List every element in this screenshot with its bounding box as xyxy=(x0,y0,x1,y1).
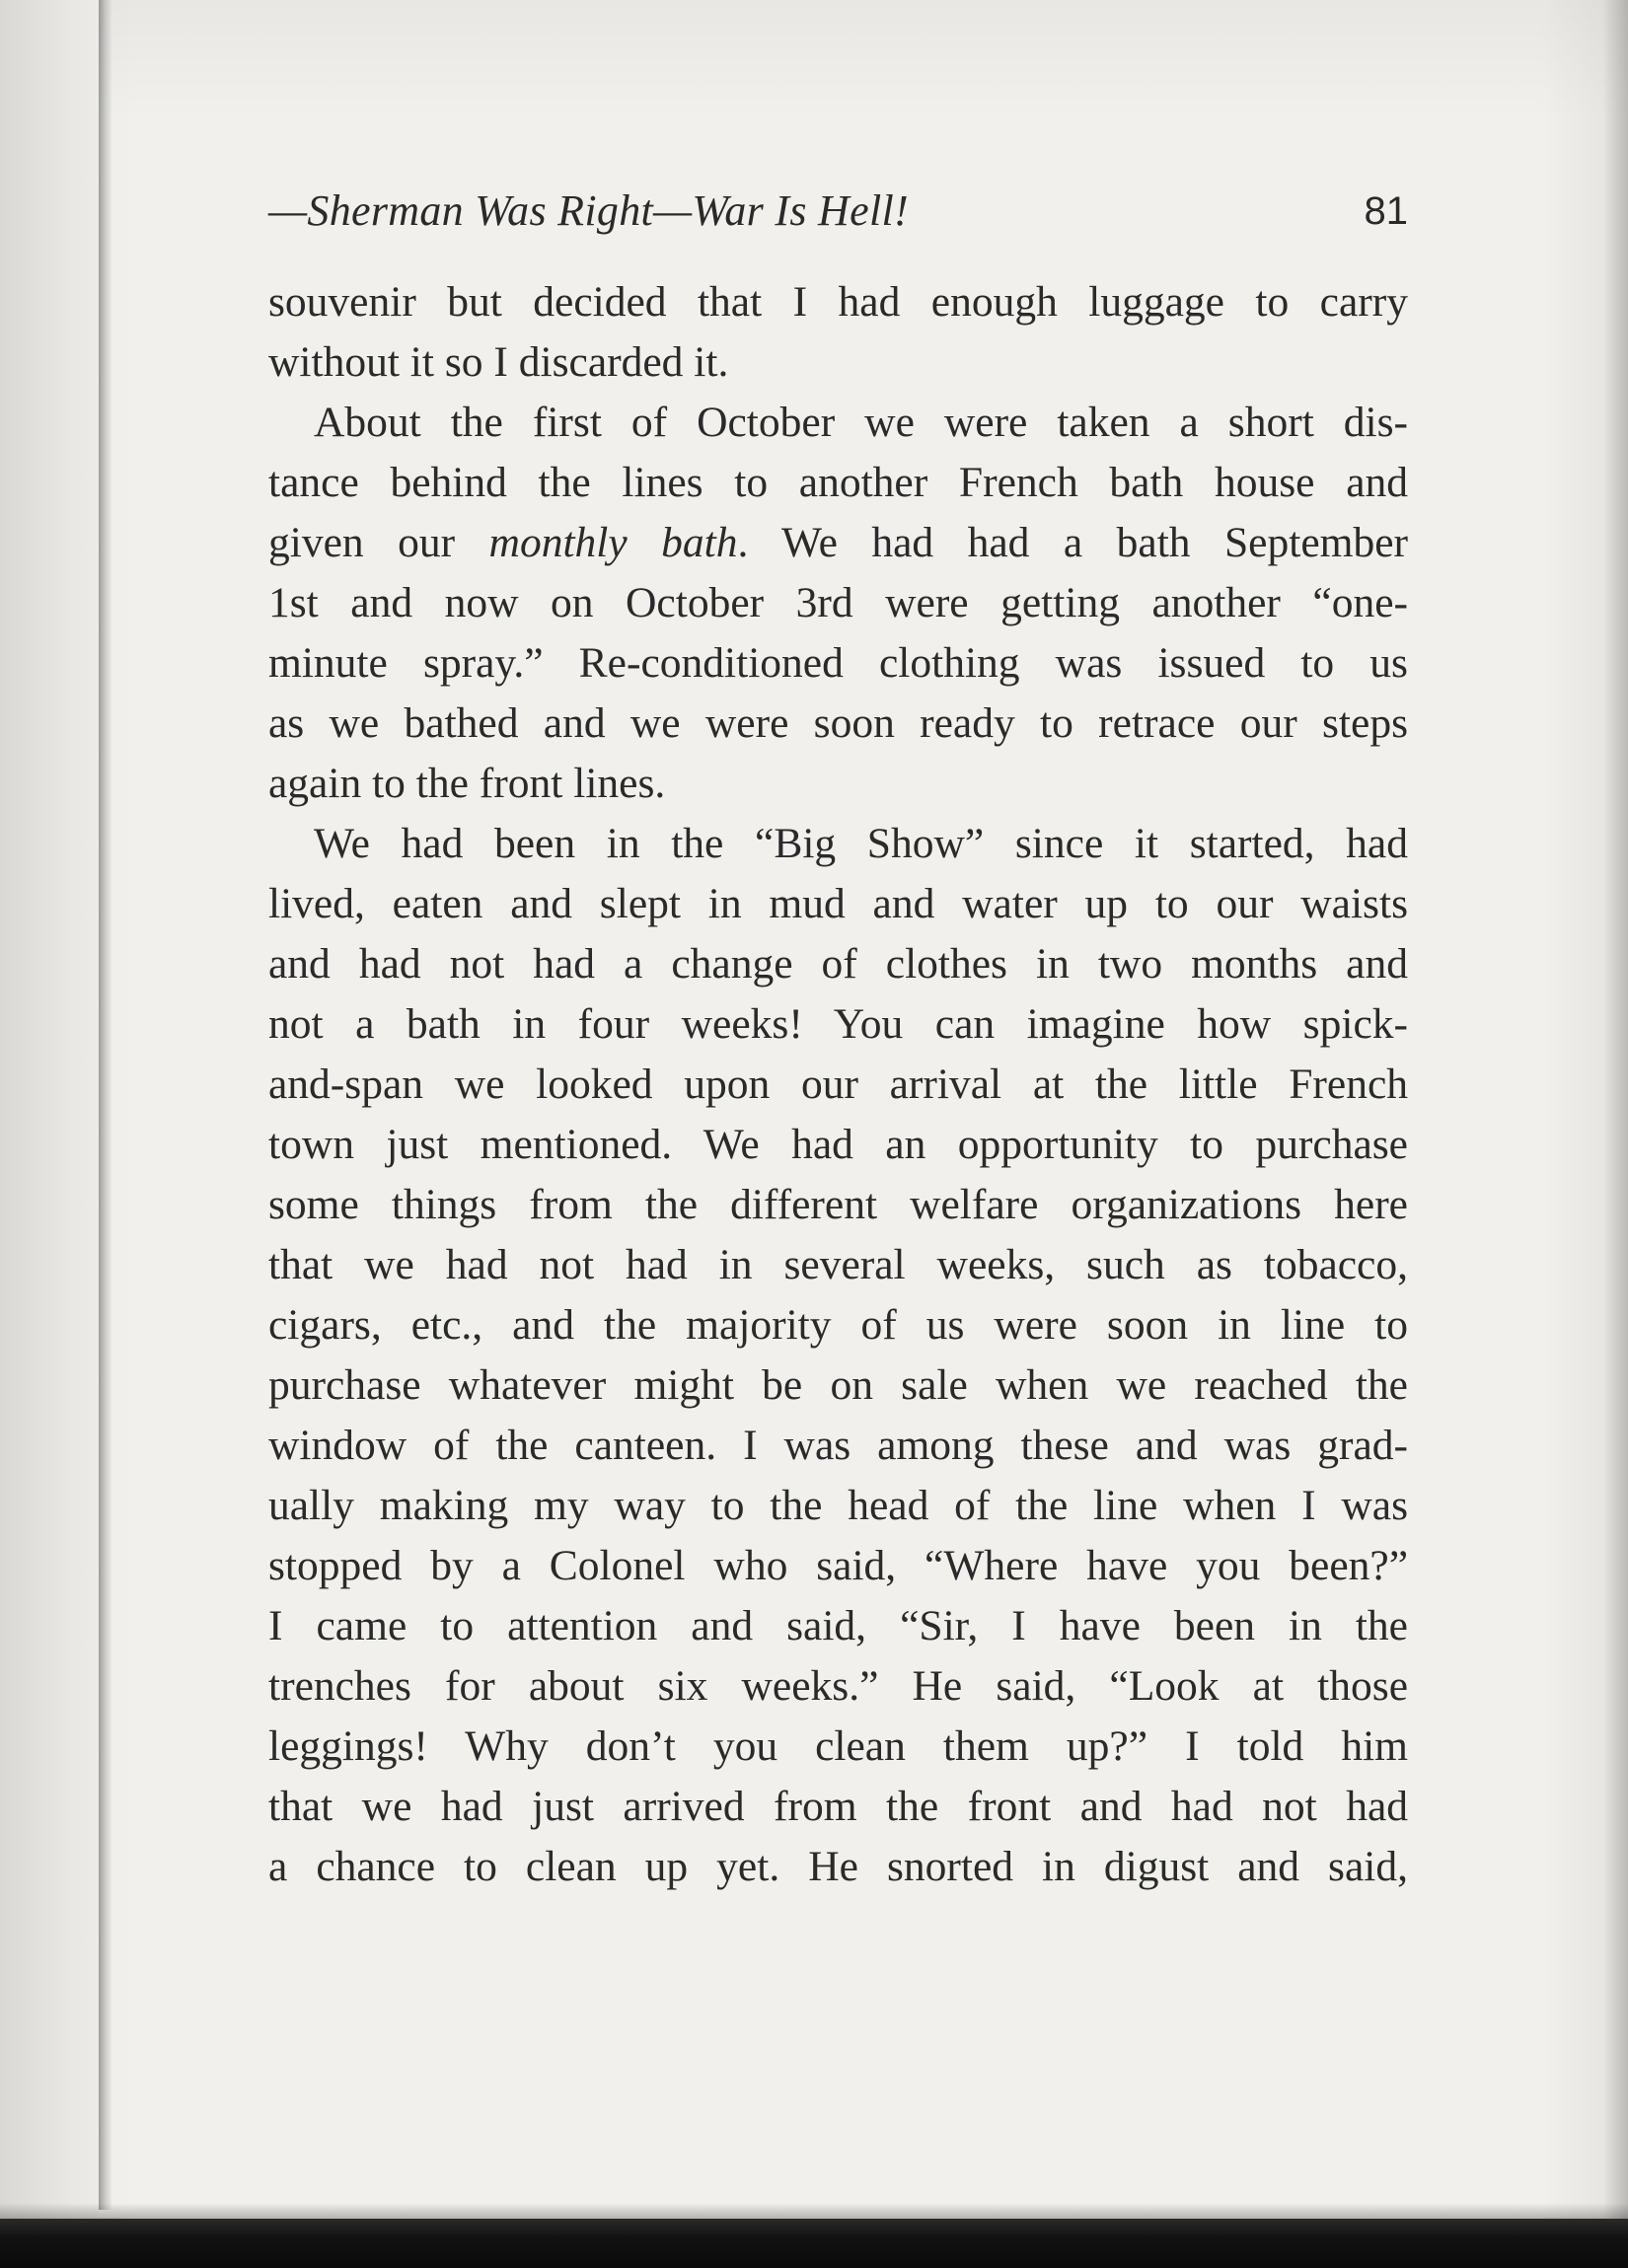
text-line: town just mentioned. We had an opportunity to purchase xyxy=(268,1121,1408,1168)
text-line: that we had not had in several weeks, such as tobacco, xyxy=(268,1241,1408,1288)
text-line: stopped by a Colonel who said, “Where have you been?” xyxy=(268,1542,1408,1589)
text-line: minute spray.” Re-conditioned clothing was issued to us xyxy=(268,639,1408,687)
text-line: a chance to clean up yet. He snorted in digust and said, xyxy=(268,1843,1408,1890)
text-line: We had been in the “Big Show” since it started, had xyxy=(314,820,1408,867)
running-head xyxy=(268,178,1408,245)
text-line: tance behind the lines to another French bath house and xyxy=(268,459,1408,506)
book-gutter-edge xyxy=(0,0,99,2268)
text-line: cigars, etc., and the majority of us were soon in line to xyxy=(268,1301,1408,1349)
body-text xyxy=(268,272,1408,1897)
text-line: not a bath in four weeks! You can imagine how spick- xyxy=(268,1000,1408,1048)
book-gutter-shadow xyxy=(99,0,112,2210)
text-segment: . We had had a bath September xyxy=(737,519,1408,566)
text-line: leggings! Why don’t you clean them up?” I told him xyxy=(268,1722,1408,1770)
text-line: again to the front lines. xyxy=(268,760,666,807)
page-number: 81 xyxy=(1364,189,1408,233)
text-line: that we had just arrived from the front and had not had xyxy=(268,1783,1408,1830)
scanner-bottom-band xyxy=(0,2219,1628,2268)
text-line: and-span we looked upon our arrival at the little French xyxy=(268,1061,1408,1108)
text-line: some things from the different welfare organizations here xyxy=(268,1181,1408,1228)
text-line: window of the canteen. I was among these and was grad- xyxy=(268,1422,1408,1469)
page-right-edge-shadow xyxy=(1602,0,1628,2268)
text-line xyxy=(268,513,1408,573)
text-line: without it so I discarded it. xyxy=(268,338,729,386)
text-line: trenches for about six weeks.” He said, “Look at those xyxy=(268,1662,1408,1710)
book-page xyxy=(268,178,1408,1897)
text-line: ually making my way to the head of the line when I was xyxy=(268,1482,1408,1529)
text-line: lived, eaten and slept in mud and water up to our waists xyxy=(268,880,1408,927)
text-segment: given our xyxy=(268,519,489,566)
text-line: and had not had a change of clothes in two months and xyxy=(268,940,1408,988)
text-line: purchase whatever might be on sale when we reached the xyxy=(268,1361,1408,1409)
running-title: —Sherman Was Right—War Is Hell! xyxy=(268,186,909,235)
text-line: souvenir but decided that I had enough luggage to carry xyxy=(268,278,1408,326)
text-line: I came to attention and said, “Sir, I have been in the xyxy=(268,1602,1408,1649)
text-line: About the first of October we were taken a short dis- xyxy=(314,399,1408,446)
text-line: as we bathed and we were soon ready to retrace our steps xyxy=(268,699,1408,747)
emphasized-text: monthly bath xyxy=(488,519,738,566)
text-line: 1st and now on October 3rd were getting another “one- xyxy=(268,579,1408,626)
page-bottom-shadow xyxy=(0,2203,1628,2219)
